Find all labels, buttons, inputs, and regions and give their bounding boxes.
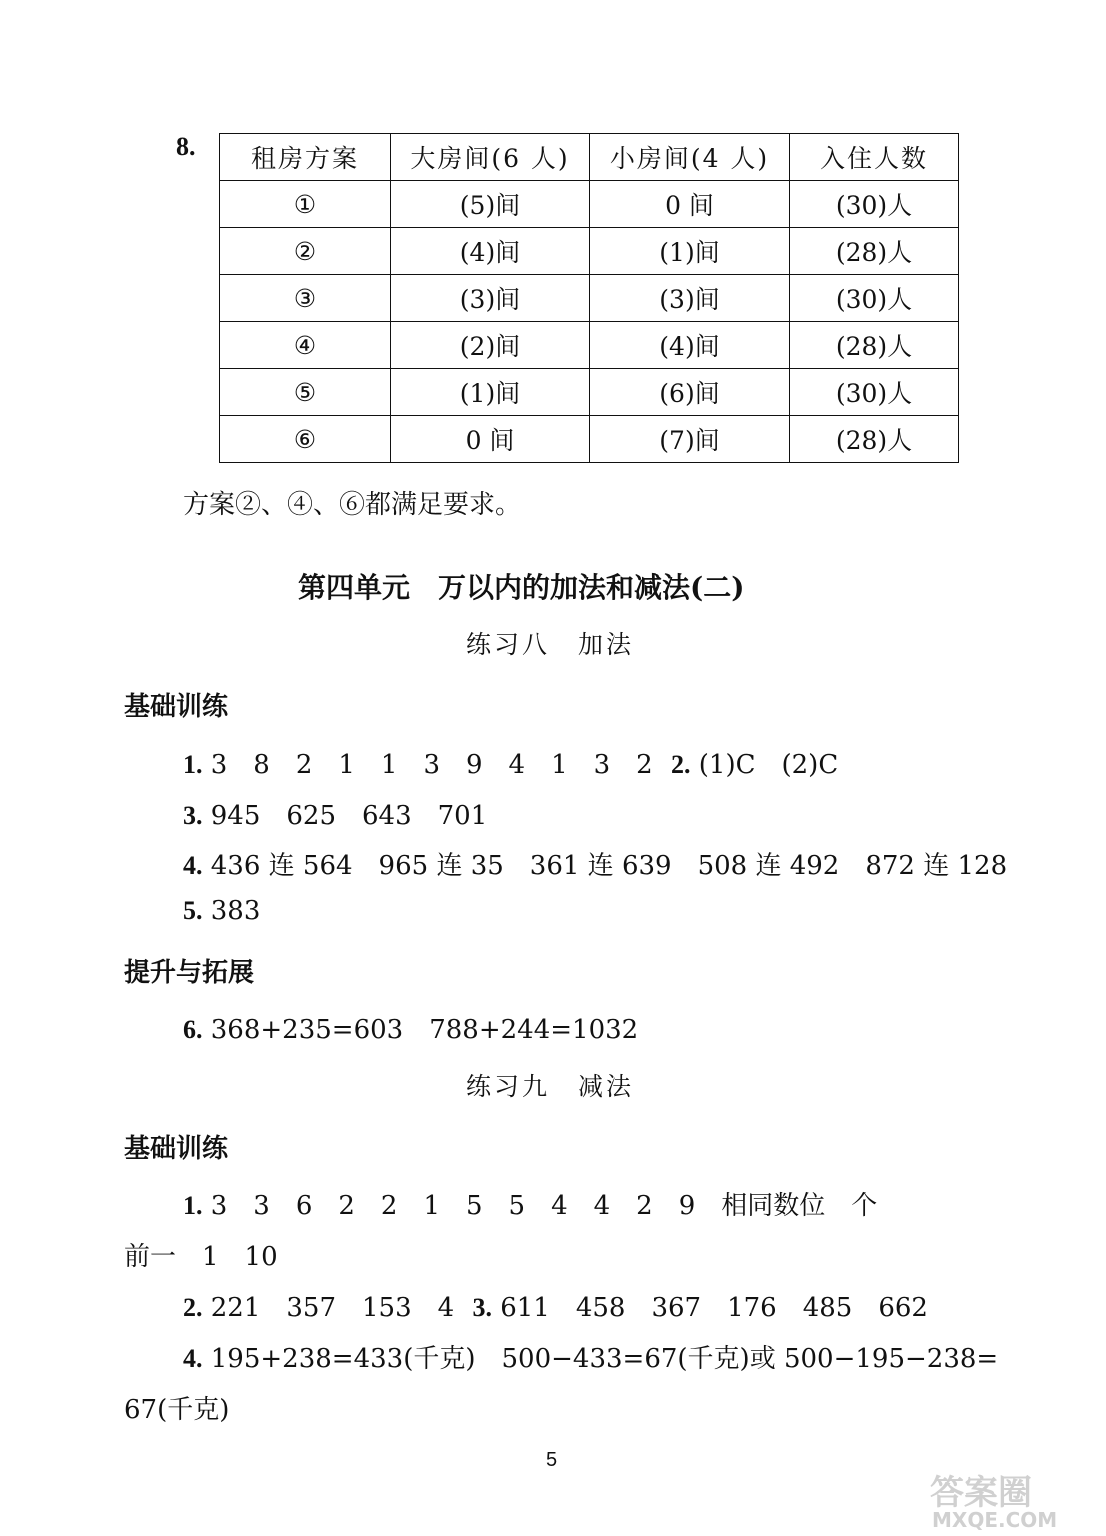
table-row	[220, 369, 959, 416]
header-large-room: 大房间(6 人)	[391, 134, 590, 181]
unit-title: 第四单元 万以内的加法和减法(二)	[298, 571, 745, 604]
cell-large: (3)间	[391, 275, 590, 322]
answer-number: 4.	[183, 851, 203, 880]
answer-number: 2.	[183, 1293, 203, 1322]
answer-text: 945 625 643 701	[210, 801, 488, 831]
ex9-answer-1-continued: 前一 1 10	[124, 1242, 278, 1272]
answer-number: 3.	[472, 1293, 492, 1322]
cell-small: (4)间	[590, 322, 790, 369]
answer-number: 1.	[183, 750, 203, 779]
cell-small: 0 间	[590, 181, 790, 228]
cell-small: (6)间	[590, 369, 790, 416]
cell-occupants: (30)人	[790, 369, 959, 416]
ex8-answer-3	[183, 795, 487, 832]
answer-text: 611 458 367 176 485 662	[500, 1293, 928, 1323]
ex8-extension-label: 提升与拓展	[124, 958, 255, 988]
answer-number: 3.	[183, 801, 203, 830]
q8-conclusion: 方案②、④、⑥都满足要求。	[183, 490, 522, 520]
answer-text: 221 357 153 4	[210, 1293, 455, 1323]
cell-large: (4)间	[391, 228, 590, 275]
ex9-basic-label: 基础训练	[124, 1134, 229, 1164]
table-row	[220, 275, 959, 322]
answer-number: 4.	[183, 1344, 203, 1373]
ex8-answer-1	[183, 744, 838, 781]
cell-large: 0 间	[391, 416, 590, 463]
table-row	[220, 181, 959, 228]
table-row	[220, 416, 959, 463]
answer-text: 436 连 564 965 连 35 361 连 639 508 连 492 872 连 128	[210, 851, 1008, 881]
header-small-room: 小房间(4 人)	[590, 134, 790, 181]
answer-number: 1.	[183, 1191, 203, 1220]
cell-large: (5)间	[391, 181, 590, 228]
cell-small: (3)间	[590, 275, 790, 322]
exercise-8-title: 练习八 加法	[466, 630, 635, 659]
cell-occupants: (30)人	[790, 181, 959, 228]
answer-number: 6.	[183, 1015, 203, 1044]
ex9-answer-1	[183, 1185, 877, 1222]
answer-number: 5.	[183, 896, 203, 925]
watermark-logo: 答案圈	[930, 1473, 1032, 1513]
cell-plan: ⑤	[220, 369, 391, 416]
cell-occupants: (28)人	[790, 228, 959, 275]
ex8-answer-6	[183, 1009, 638, 1046]
question-number-8: 8.	[176, 132, 196, 161]
table-header-row	[220, 134, 959, 181]
cell-small: (7)间	[590, 416, 790, 463]
cell-plan: ③	[220, 275, 391, 322]
ex9-answer-4	[183, 1338, 998, 1375]
exercise-9-title: 练习九 减法	[466, 1072, 635, 1101]
cell-plan: ②	[220, 228, 391, 275]
answer-text: 368+235=603 788+244=1032	[210, 1015, 639, 1045]
table-row	[220, 322, 959, 369]
answer-text: (1)C (2)C	[698, 750, 839, 780]
answer-number: 2.	[671, 750, 691, 779]
answer-text: 3 8 2 1 1 3 9 4 1 3 2	[210, 750, 653, 780]
cell-occupants: (28)人	[790, 416, 959, 463]
cell-plan: ①	[220, 181, 391, 228]
ex8-answer-4	[183, 845, 1007, 882]
ex9-answer-2	[183, 1287, 928, 1324]
table-row	[220, 228, 959, 275]
cell-large: (1)间	[391, 369, 590, 416]
ex9-answer-4-continued: 67(千克)	[124, 1395, 230, 1425]
watermark-url: MXQE.COM	[932, 1508, 1058, 1532]
page-number: 5	[546, 1449, 558, 1471]
header-plan: 租房方案	[220, 134, 391, 181]
header-occupants: 入住人数	[790, 134, 959, 181]
ex8-answer-5	[183, 896, 260, 926]
answer-text: 195+238=433(千克) 500−433=67(千克)或 500−195−238=	[210, 1344, 999, 1374]
cell-plan: ④	[220, 322, 391, 369]
cell-occupants: (28)人	[790, 322, 959, 369]
ex8-basic-label: 基础训练	[124, 692, 229, 722]
cell-plan: ⑥	[220, 416, 391, 463]
answer-text: 3 3 6 2 2 1 5 5 4 4 2 9 相同数位 个	[210, 1191, 878, 1221]
answer-text: 383	[210, 896, 261, 926]
rental-plan-table	[219, 133, 959, 463]
cell-small: (1)间	[590, 228, 790, 275]
cell-large: (2)间	[391, 322, 590, 369]
cell-occupants: (30)人	[790, 275, 959, 322]
